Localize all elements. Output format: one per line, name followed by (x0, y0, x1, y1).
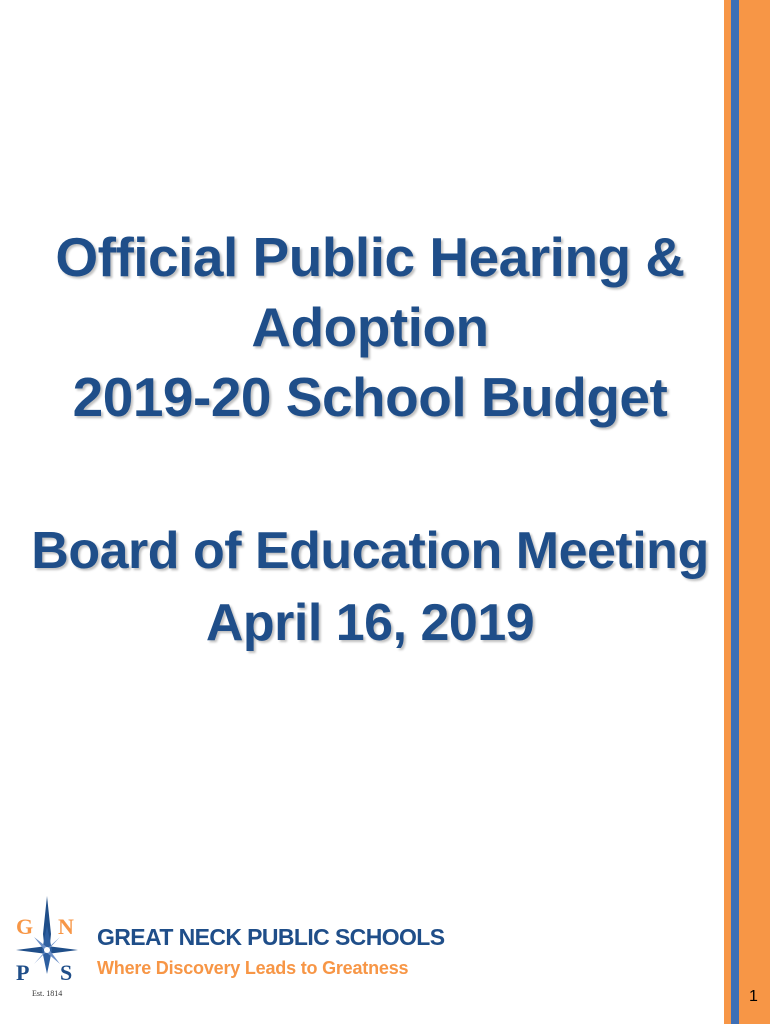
slide-subtitle (20, 515, 720, 659)
subtitle-line-1: Board of Education Meeting (31, 522, 709, 580)
logo-letter-p: P (16, 960, 30, 985)
logo-letter-n: N (58, 914, 74, 939)
logo-letter-g: G (16, 914, 34, 939)
blue-side-stripe (731, 0, 739, 1024)
gnps-logo (12, 892, 82, 1000)
logo-letter-s: S (60, 960, 73, 985)
title-line-2: 2019-20 School Budget (72, 366, 668, 428)
page-number: 1 (749, 988, 758, 1005)
school-name: GREAT NECK PUBLIC SCHOOLS (97, 924, 445, 950)
logo-established: Est. 1814 (32, 989, 63, 998)
slide-title (20, 222, 720, 432)
title-line-1: Official Public Hearing & Adoption (55, 226, 685, 358)
compass-star-icon (12, 892, 82, 1000)
subtitle-line-2: April 16, 2019 (205, 594, 535, 652)
school-tagline: Where Discovery Leads to Greatness (97, 958, 409, 978)
